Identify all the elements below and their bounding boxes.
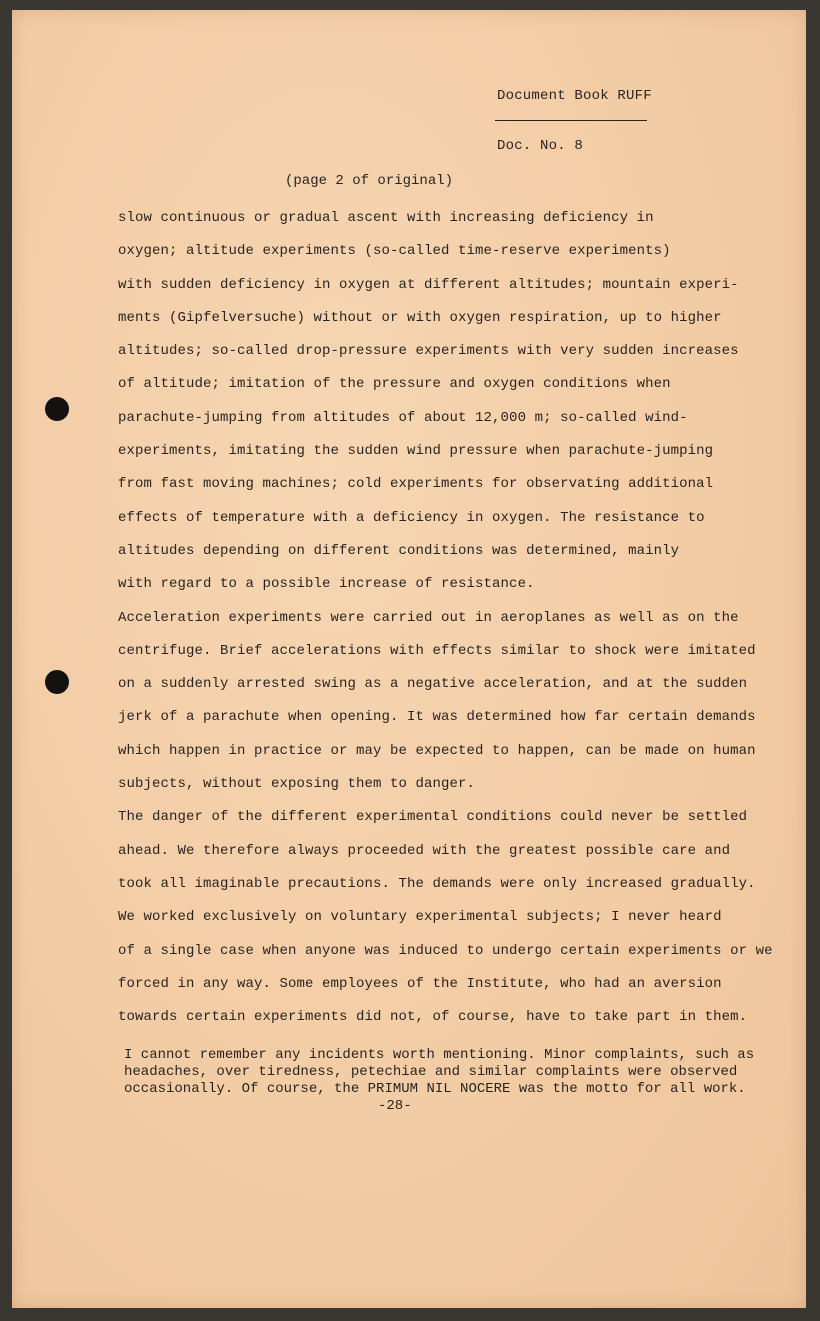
body-text	[118, 202, 773, 1034]
text-line: Acceleration experiments were carried out in aeroplanes as well as on the	[118, 609, 739, 626]
text-line: with regard to a possible increase of resistance.	[118, 576, 535, 593]
text-line: slow continuous or gradual ascent with increasing deficiency in	[118, 210, 654, 226]
text-line: altitudes; so-called drop-pressure experiments with very sudden increases	[118, 343, 739, 360]
document-number: Doc. No. 8	[497, 138, 584, 154]
closing-paragraph	[124, 1047, 754, 1098]
text-line: The danger of the different experimental conditions could never be settled	[118, 809, 748, 826]
text-line: jerk of a parachute when opening. It was determined how far certain demands	[118, 709, 756, 726]
text-line: ments (Gipfelversuche) without or with oxygen respiration, up to higher	[118, 309, 722, 326]
text-line: altitudes depending on different conditions was determined, mainly	[118, 542, 680, 559]
text-line: experiments, imitating the sudden wind pressure when parachute-jumping	[118, 443, 714, 460]
text-line: We worked exclusively on voluntary experimental subjects; I never heard	[118, 909, 722, 926]
text-line: with sudden deficiency in oxygen at different altitudes; mountain experi-	[118, 276, 739, 293]
text-line: headaches, over tiredness, petechiae and similar complaints were observed	[124, 1064, 738, 1080]
text-line: I cannot remember any incidents worth mentioning. Minor complaints, such as	[124, 1047, 755, 1063]
text-line: of a single case when anyone was induced to undergo certain experiments or we	[118, 942, 773, 959]
text-line: on a suddenly arrested swing as a negative acceleration, and at the sudden	[118, 676, 748, 693]
text-line: took all imaginable precautions. The demands were only increased gradually.	[118, 875, 756, 892]
text-line: from fast moving machines; cold experiments for observating additional	[118, 476, 714, 493]
text-line: forced in any way. Some employees of the Institute, who had an aversion	[118, 975, 722, 992]
document-page	[12, 10, 806, 1308]
text-line: of altitude; imitation of the pressure and oxygen conditions when	[118, 376, 671, 393]
text-line: parachute-jumping from altitudes of about 12,000 m; so-called wind-	[118, 409, 688, 426]
text-line: effects of temperature with a deficiency in oxygen. The resistance to	[118, 509, 705, 526]
page-note: (page 2 of original)	[285, 173, 454, 189]
text-line: ahead. We therefore always proceeded with the greatest possible care and	[118, 842, 731, 859]
header-underline	[495, 120, 647, 121]
text-line: centrifuge. Brief accelerations with effects similar to shock were imitated	[118, 642, 756, 659]
punch-hole-bottom	[45, 670, 69, 694]
text-line: subjects, without exposing them to danger.	[118, 776, 476, 793]
punch-hole-top	[45, 397, 69, 421]
text-line: which happen in practice or may be expected to happen, can be made on human	[118, 742, 756, 759]
text-line: oxygen; altitude experiments (so-called time-reserve experiments)	[118, 243, 671, 260]
document-book-heading: Document Book RUFF	[497, 88, 652, 104]
page-number: -28-	[378, 1098, 412, 1114]
text-line: occasionally. Of course, the PRIMUM NIL NOCERE was the motto for all work.	[124, 1081, 746, 1097]
text-line: towards certain experiments did not, of course, have to take part in them.	[118, 1009, 748, 1026]
